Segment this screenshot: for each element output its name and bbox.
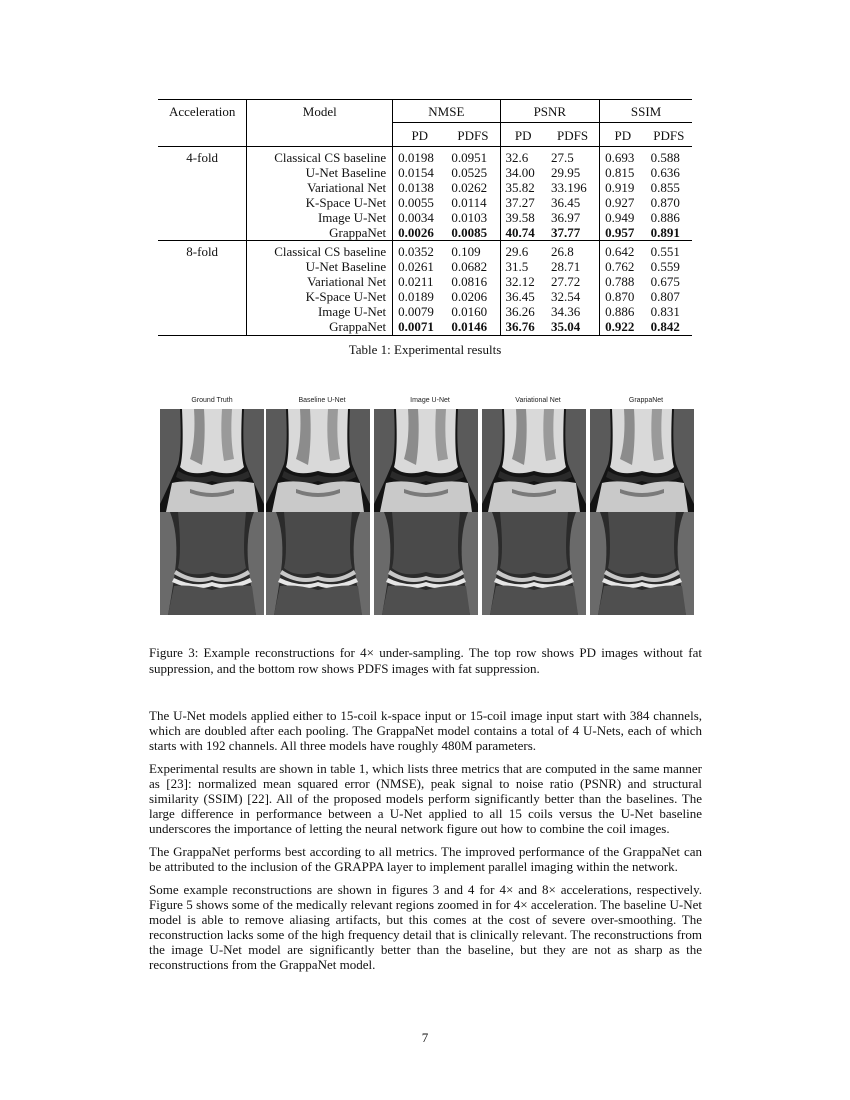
cell-ssim-pd: 0.957 xyxy=(605,225,635,240)
table-row xyxy=(158,304,692,319)
paragraph: Some example reconstructions are shown in figures 3 and 4 for 4× and 8× accelerations, respectively. Figure 5 shows some of the medically relevant regions zoomed in for 4× acceleration. The baseline U-Net model is able to remove aliasing artifacts, but this comes at the cost of severe over-smoothing. The reconstruction lacks some of the high frequency detail that is clinically relevant. The reconstructions from the image U-Net model are significantly better than the baseline, but they are not as sharp as the reconstructions from the GrappaNet model. xyxy=(149,882,702,972)
cell-psnr-pd: 31.5 xyxy=(505,259,529,274)
figure-label-ground-truth: Ground Truth xyxy=(191,397,233,404)
col-header-nmse-pd: PD xyxy=(411,128,429,143)
cell-psnr-pdfs: 35.04 xyxy=(546,319,600,336)
cell-psnr-pd: 40.74 xyxy=(505,225,535,240)
mri-image-ground-truth-pd xyxy=(160,409,264,512)
cell-ssim-pdfs: 0.886 xyxy=(650,210,680,225)
col-header-empty xyxy=(247,123,393,147)
cell-psnr-pdfs: 27.72 xyxy=(546,274,600,289)
cell-nmse-pd: 0.0198 xyxy=(393,147,447,166)
cell-acceleration xyxy=(158,210,247,225)
cell-ssim-pd: 0.870 xyxy=(605,289,635,304)
cell-psnr-pd: 32.12 xyxy=(505,274,535,289)
cell-model: Image U-Net xyxy=(247,304,393,319)
table-row xyxy=(158,180,692,195)
col-header-model: Model xyxy=(247,100,393,123)
cell-nmse-pd: 0.0026 xyxy=(398,225,434,240)
paragraph: Experimental results are shown in table 1, which lists three metrics that are computed in the same manner as [23]: normalized mean squared error (NMSE), peak signal to noise ratio (PSNR) and structural similarity (SSIM) [22]. All of the proposed models perform significantly better than the baselines. The large difference in performance between a U-Net applied to all 15 coils versus the U-Net baseline underscores the importance of letting the neural network figure out how to combine the coil images. xyxy=(149,761,702,836)
cell-model: Classical CS baseline xyxy=(247,241,393,260)
cell-ssim-pdfs: 0.636 xyxy=(650,165,680,180)
cell-psnr-pdfs: 34.36 xyxy=(546,304,600,319)
cell-acceleration xyxy=(158,195,247,210)
mri-image-grappanet-pd xyxy=(590,409,694,512)
cell-ssim-pdfs: 0.891 xyxy=(650,225,680,240)
cell-nmse-pdfs: 0.0951 xyxy=(446,147,500,166)
cell-psnr-pdfs: 28.71 xyxy=(546,259,600,274)
col-header-psnr-pdfs: PDFS xyxy=(546,123,600,147)
cell-model: Classical CS baseline xyxy=(247,147,393,166)
cell-ssim-pd: 0.886 xyxy=(605,304,635,319)
cell-nmse-pd: 0.0138 xyxy=(398,180,434,195)
cell-acceleration xyxy=(158,259,247,274)
cell-model: K-Space U-Net xyxy=(247,289,393,304)
cell-model: Variational Net xyxy=(247,180,393,195)
results-table xyxy=(158,99,692,336)
cell-model: GrappaNet xyxy=(247,225,393,241)
cell-nmse-pdfs: 0.0816 xyxy=(446,274,500,289)
paragraph: The U-Net models applied either to 15-coil k-space input or 15-coil image input start with 384 channels, which are doubled after each pooling. The GrappaNet model contains a total of 4 U-Nets, each of which starts with 192 channels. All three models have roughly 480M parameters. xyxy=(149,708,702,753)
mri-image-image-unet-pdfs xyxy=(374,512,478,615)
figure-label-baseline-unet: Baseline U-Net xyxy=(298,397,346,404)
cell-acceleration xyxy=(158,225,247,241)
mri-image-image-unet-pd xyxy=(374,409,478,512)
cell-ssim-pdfs: 0.855 xyxy=(650,180,680,195)
table-row xyxy=(158,147,692,166)
col-header-nmse-pdfs: PDFS xyxy=(446,123,500,147)
cell-nmse-pd: 0.0034 xyxy=(398,210,434,225)
cell-ssim-pd: 0.949 xyxy=(605,210,635,225)
cell-psnr-pdfs: 36.97 xyxy=(546,210,600,225)
mri-image-baseline-unet-pd xyxy=(266,409,370,512)
page-number: 7 xyxy=(421,1030,429,1045)
cell-ssim-pd: 0.762 xyxy=(605,259,635,274)
cell-psnr-pd: 35.82 xyxy=(505,180,535,195)
mri-image-variational-net-pd xyxy=(482,409,586,512)
cell-psnr-pd: 39.58 xyxy=(505,210,535,225)
cell-ssim-pd: 0.927 xyxy=(605,195,635,210)
figure-label-image-unet: Image U-Net xyxy=(410,397,450,404)
cell-ssim-pdfs: 0.870 xyxy=(650,195,680,210)
cell-nmse-pdfs: 0.0114 xyxy=(446,195,500,210)
cell-psnr-pdfs: 29.95 xyxy=(546,165,600,180)
cell-psnr-pd: 34.00 xyxy=(505,165,535,180)
col-header-acceleration: Acceleration xyxy=(158,100,247,123)
col-header-psnr-pd: PD xyxy=(514,128,532,143)
cell-acceleration: 8-fold xyxy=(158,241,247,260)
col-header-ssim: SSIM xyxy=(600,100,692,123)
cell-ssim-pdfs: 0.675 xyxy=(650,274,680,289)
cell-psnr-pd: 37.27 xyxy=(505,195,535,210)
table-caption: Table 1: Experimental results xyxy=(348,342,502,357)
cell-ssim-pdfs: 0.588 xyxy=(646,147,692,166)
mri-image-ground-truth-pdfs xyxy=(160,512,264,615)
col-header-ssim-pd: PD xyxy=(614,128,632,143)
paragraph: The GrappaNet performs best according to all metrics. The improved performance of the GrappaNet can be attributed to the inclusion of the GRAPPA layer to implement parallel imaging within the network. xyxy=(149,844,702,874)
cell-acceleration xyxy=(158,319,247,336)
cell-acceleration: 4-fold xyxy=(158,147,247,166)
cell-ssim-pdfs: 0.807 xyxy=(650,289,680,304)
table-row xyxy=(158,225,692,241)
col-header-nmse: NMSE xyxy=(393,100,500,123)
cell-nmse-pdfs: 0.0262 xyxy=(446,180,500,195)
table-row xyxy=(158,241,692,260)
cell-psnr-pd: 32.6 xyxy=(500,147,546,166)
cell-ssim-pdfs: 0.842 xyxy=(646,319,692,336)
figure-label-grappanet: GrappaNet xyxy=(628,397,664,404)
cell-nmse-pd: 0.0352 xyxy=(393,241,447,260)
cell-nmse-pd: 0.0189 xyxy=(398,289,434,304)
cell-nmse-pd: 0.0261 xyxy=(398,259,434,274)
cell-nmse-pdfs: 0.0525 xyxy=(446,165,500,180)
cell-ssim-pd: 0.788 xyxy=(605,274,635,289)
cell-acceleration xyxy=(158,274,247,289)
table-row xyxy=(158,259,692,274)
cell-ssim-pd: 0.815 xyxy=(605,165,635,180)
cell-nmse-pdfs: 0.109 xyxy=(446,241,500,260)
table-row xyxy=(158,210,692,225)
table-row xyxy=(158,274,692,289)
table-body xyxy=(158,147,692,336)
cell-acceleration xyxy=(158,304,247,319)
cell-psnr-pdfs: 33.196 xyxy=(546,180,600,195)
figure-labels xyxy=(160,397,700,409)
table-row xyxy=(158,289,692,304)
cell-nmse-pdfs: 0.0682 xyxy=(446,259,500,274)
cell-nmse-pdfs: 0.0206 xyxy=(446,289,500,304)
cell-psnr-pdfs: 36.45 xyxy=(546,195,600,210)
cell-psnr-pd: 36.45 xyxy=(505,289,535,304)
figure-caption: Figure 3: Example reconstructions for 4× under-sampling. The top row shows PD images without fat suppression, and the bottom row shows PDFS images with fat suppression. xyxy=(149,645,702,676)
cell-ssim-pd: 0.642 xyxy=(600,241,646,260)
body-text xyxy=(149,708,702,980)
cell-ssim-pd: 0.922 xyxy=(600,319,646,336)
cell-nmse-pdfs: 0.0085 xyxy=(446,225,500,241)
mri-image-baseline-unet-pdfs xyxy=(266,512,370,615)
cell-ssim-pd: 0.919 xyxy=(605,180,635,195)
cell-psnr-pd: 36.76 xyxy=(500,319,546,336)
cell-acceleration xyxy=(158,289,247,304)
cell-nmse-pdfs: 0.0146 xyxy=(446,319,500,336)
cell-model: Image U-Net xyxy=(247,210,393,225)
cell-nmse-pd: 0.0071 xyxy=(393,319,447,336)
cell-ssim-pdfs: 0.831 xyxy=(650,304,680,319)
cell-acceleration xyxy=(158,180,247,195)
cell-model: K-Space U-Net xyxy=(247,195,393,210)
cell-model: GrappaNet xyxy=(247,319,393,336)
col-header-empty xyxy=(158,123,247,147)
cell-nmse-pd: 0.0154 xyxy=(398,165,434,180)
cell-model: Variational Net xyxy=(247,274,393,289)
mri-image-variational-net-pdfs xyxy=(482,512,586,615)
cell-nmse-pd: 0.0079 xyxy=(398,304,434,319)
col-header-ssim-pdfs: PDFS xyxy=(653,128,685,143)
mri-image-grappanet-pdfs xyxy=(590,512,694,615)
cell-ssim-pd: 0.693 xyxy=(600,147,646,166)
cell-model: U-Net Baseline xyxy=(247,165,393,180)
cell-psnr-pdfs: 32.54 xyxy=(546,289,600,304)
cell-psnr-pdfs: 37.77 xyxy=(546,225,600,241)
table-row xyxy=(158,195,692,210)
cell-model: U-Net Baseline xyxy=(247,259,393,274)
cell-acceleration xyxy=(158,165,247,180)
figure-label-variational-net: Variational Net xyxy=(515,397,561,404)
cell-nmse-pd: 0.0055 xyxy=(398,195,434,210)
cell-ssim-pdfs: 0.551 xyxy=(646,241,692,260)
table-row xyxy=(158,319,692,336)
cell-psnr-pdfs: 27.5 xyxy=(546,147,600,166)
cell-psnr-pd: 29.6 xyxy=(500,241,546,260)
cell-psnr-pdfs: 26.8 xyxy=(546,241,600,260)
cell-nmse-pdfs: 0.0103 xyxy=(446,210,500,225)
cell-ssim-pdfs: 0.559 xyxy=(650,259,680,274)
cell-nmse-pd: 0.0211 xyxy=(398,274,434,289)
table-row xyxy=(158,165,692,180)
cell-psnr-pd: 36.26 xyxy=(505,304,535,319)
cell-nmse-pdfs: 0.0160 xyxy=(446,304,500,319)
col-header-psnr: PSNR xyxy=(500,100,600,123)
